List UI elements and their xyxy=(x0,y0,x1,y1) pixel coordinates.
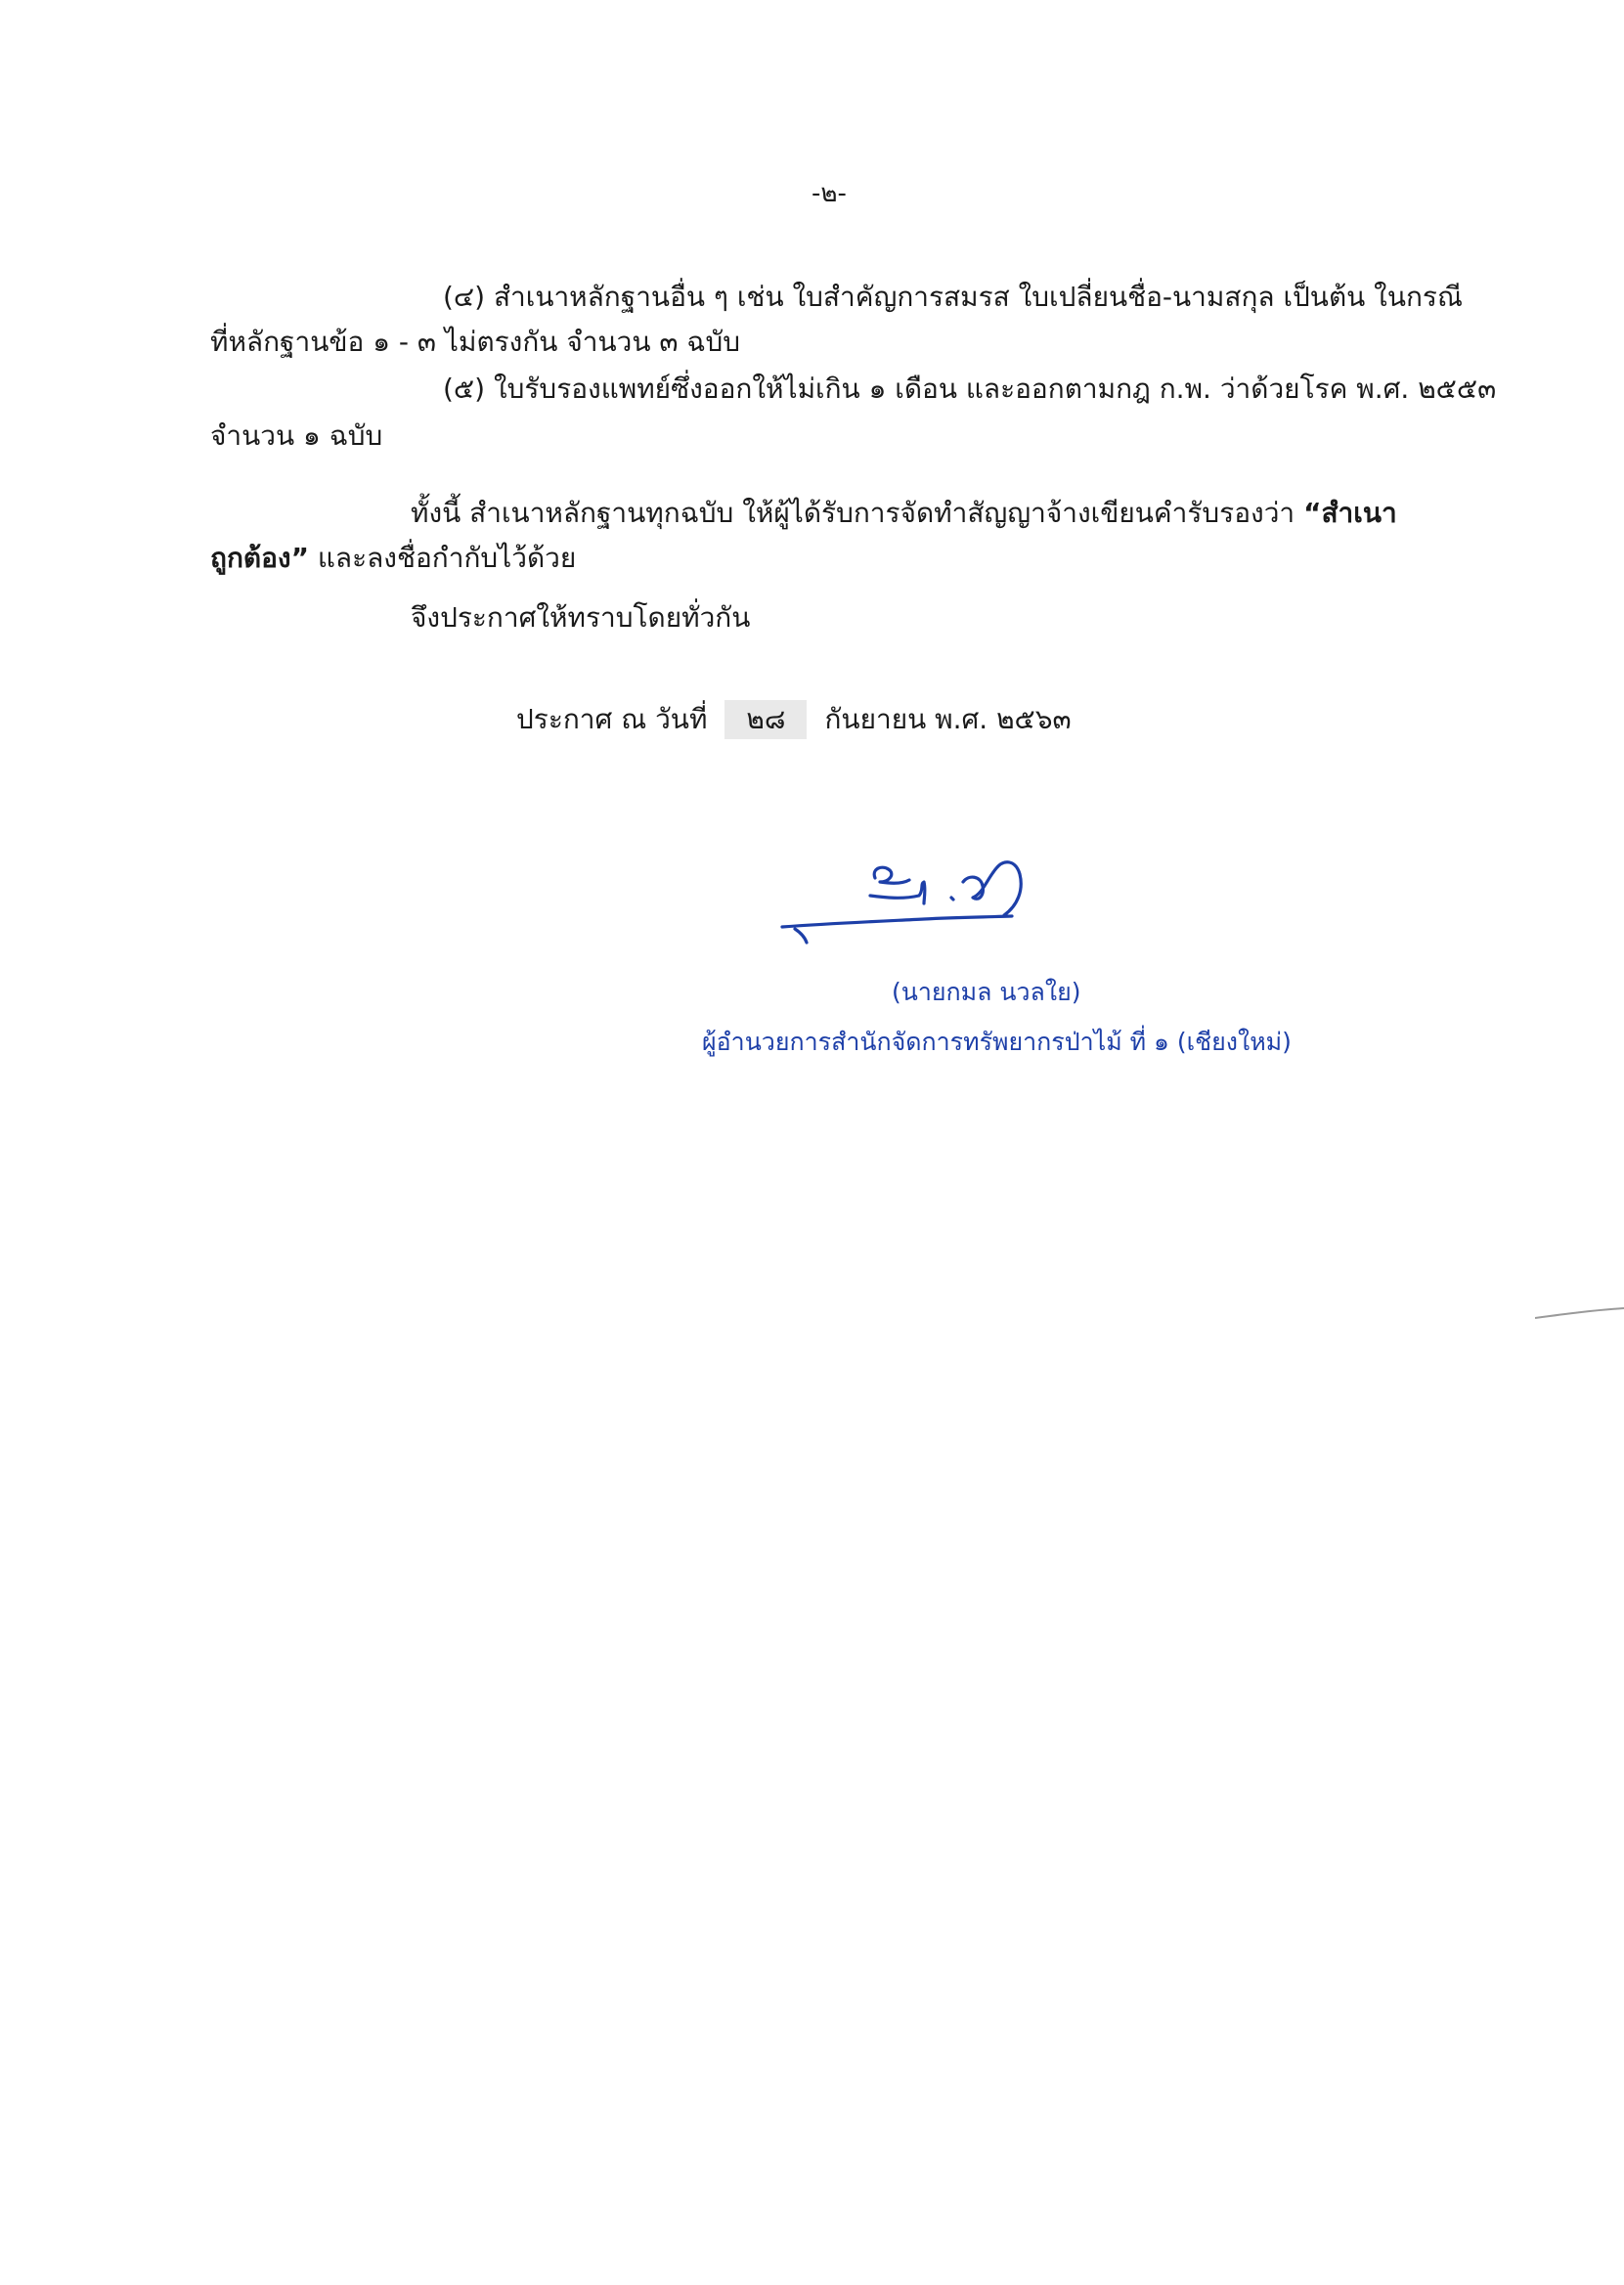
item-4-line-1: (๔) สำเนาหลักฐานอื่น ๆ เช่น ใบสำคัญการสมรส ใบเปลี่ยนชื่อ-นามสกุล เป็นต้น ในกรณี xyxy=(443,281,1463,313)
signatory-title: ผู้อำนวยการสำนักจัดการทรัพยากรป่าไม้ ที่ ๑ (เชียงใหม่) xyxy=(702,1028,1292,1056)
scan-artifact xyxy=(1535,1304,1624,1324)
note-text-1: ทั้งนี้ สำเนาหลักฐานทุกฉบับ ให้ผู้ได้รับการจัดทำสัญญาจ้างเขียนคำรับรองว่า xyxy=(411,497,1304,529)
item-5-line-2: จำนวน ๑ ฉบับ xyxy=(210,419,383,452)
signatory-name: (นายกมล นวลใย) xyxy=(892,978,1081,1006)
item-5-line-1: (๕) ใบรับรองแพทย์ซึ่งออกให้ไม่เกิน ๑ เดือน และออกตามกฎ ก.พ. ว่าด้วยโรค พ.ศ. ๒๕๕๓ xyxy=(443,373,1497,405)
handwritten-signature xyxy=(777,839,1149,966)
note-line-1 xyxy=(411,494,1397,533)
page-number: -๒- xyxy=(812,179,847,208)
date-prefix: ประกาศ ณ วันที่ xyxy=(516,703,708,735)
announcement-date xyxy=(516,700,1072,739)
note-text-2: และลงชื่อกำกับไว้ด้วย xyxy=(308,542,577,574)
note-line-2 xyxy=(210,539,576,578)
closing-statement: จึงประกาศให้ทราบโดยทั่วกัน xyxy=(411,601,751,634)
note-bold-1: “สำเนา xyxy=(1303,497,1397,529)
date-day: ๒๘ xyxy=(724,700,807,739)
date-rest: กันยายน พ.ศ. ๒๕๖๓ xyxy=(824,703,1072,735)
item-4-line-2: ที่หลักฐานข้อ ๑ - ๓ ไม่ตรงกัน จำนวน ๓ ฉบับ xyxy=(210,326,741,358)
note-bold-2: ถูกต้อง” xyxy=(210,542,309,574)
